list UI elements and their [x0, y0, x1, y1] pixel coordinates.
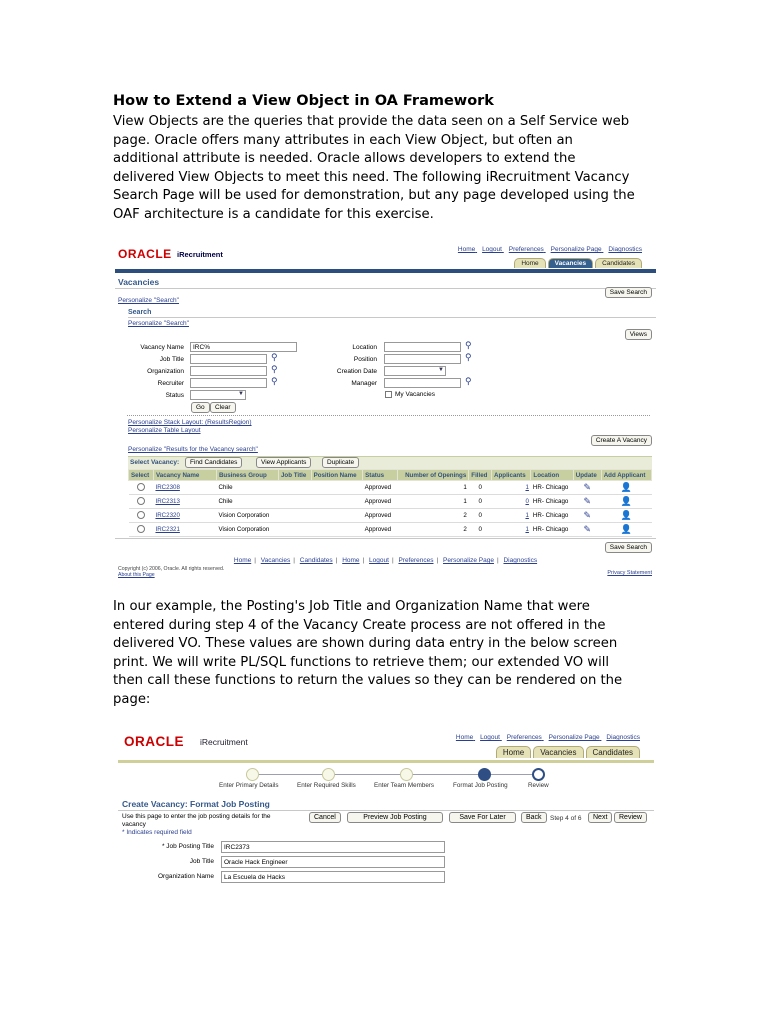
divider [128, 317, 656, 318]
organization-input[interactable] [190, 366, 267, 376]
global-link-diagnostics[interactable]: Diagnostics [608, 246, 642, 253]
table-header-row [129, 470, 652, 481]
table-row [129, 495, 652, 509]
tab-candidates[interactable]: Candidates [586, 746, 640, 758]
table-row [129, 481, 652, 495]
column-header[interactable]: Business Group [216, 470, 278, 481]
back-button[interactable]: Back [521, 812, 547, 823]
filled-cell: 0 [469, 523, 492, 537]
job-title-label: Job Title [159, 356, 184, 363]
global-link-preferences[interactable]: Preferences [508, 246, 544, 253]
openings-cell: 1 [398, 481, 469, 495]
add-person-icon[interactable]: 👤 [620, 524, 632, 534]
column-header: Status [363, 470, 398, 481]
openings-cell: 1 [398, 495, 469, 509]
view-applicants-button[interactable]: View Applicants [256, 457, 311, 468]
page-title: Vacancies [118, 277, 160, 287]
filled-cell: 0 [469, 495, 492, 509]
copyright: Copyright (c) 2006, Oracle. All rights reserved. [118, 566, 225, 572]
tab-vacancies[interactable]: Vacancies [548, 258, 593, 268]
global-links [451, 734, 640, 741]
explanation-line: page: [113, 691, 151, 707]
cancel-button[interactable]: Cancel [309, 812, 341, 823]
clear-button[interactable]: Clear [210, 402, 236, 413]
explanation-line: print. We will write PL/SQL functions to retrieve them; our extended VO will [113, 654, 610, 670]
preview-job-posting-button[interactable]: Preview Job Posting [347, 812, 443, 823]
add-person-icon[interactable]: 👤 [620, 496, 632, 506]
divider [115, 538, 656, 539]
vacancy-name-input[interactable]: IRC% [190, 342, 297, 352]
business-group-cell: Vision Corporation [216, 523, 278, 537]
filled-cell: 0 [469, 509, 492, 523]
global-link-logout[interactable]: Logout [482, 246, 502, 253]
vacancy-name-label: Vacancy Name [140, 344, 184, 351]
column-header: Location [531, 470, 573, 481]
intro-line: delivered View Objects to meet this need. The following iRecruitment Vacancy [113, 169, 630, 185]
vacancy-link[interactable]: IRC2320 [155, 512, 180, 519]
column-header: Filled [469, 470, 492, 481]
explanation-line: delivered VO. These values are shown during data entry in the below screen [113, 636, 618, 651]
tab-candidates[interactable]: Candidates [595, 258, 642, 268]
personalize-table-link[interactable]: Personalize Table Layout [128, 427, 201, 434]
footer-links: Home | Vacancies | Candidates | Home | Logout | Preferences | Personalize Page | Diagnostics [233, 557, 538, 564]
openings-cell: 2 [398, 509, 469, 523]
about-page-link[interactable]: About this Page [118, 572, 155, 578]
business-group-cell: Vision Corporation [216, 509, 278, 523]
train-label: Enter Required Skills [297, 782, 356, 789]
table-row [129, 509, 652, 523]
creation-date-select[interactable] [384, 366, 446, 376]
explanation-line: entered during step 4 of the Vacancy Create process are not offered in the [113, 617, 606, 633]
instructions: Use this page to enter the job posting details for the [122, 813, 271, 820]
footer-link-vacancies[interactable]: Vacancies [260, 557, 291, 564]
train-label: Format Job Posting [453, 782, 508, 789]
row-radio[interactable] [137, 525, 145, 533]
dotted-divider [127, 415, 650, 416]
tab-home[interactable]: Home [514, 258, 545, 268]
footer-link-diagnostics[interactable]: Diagnostics [503, 557, 538, 564]
app-name: iRecruitment [177, 250, 223, 259]
location-input[interactable] [384, 342, 461, 352]
privacy-statement-link[interactable]: Privacy Statement [607, 570, 652, 576]
create-vacancy-screenshot [118, 728, 654, 888]
manager-label: Manager [351, 380, 377, 387]
intro-line: Search Page will be used for demonstration, but any page developed using the [113, 188, 635, 203]
go-button[interactable]: Go [191, 402, 210, 413]
divider [118, 810, 654, 811]
global-link-home[interactable]: Home [457, 246, 476, 253]
train-label: Enter Primary Details [219, 782, 279, 789]
global-links [453, 246, 642, 253]
document-title: How to Extend a View Object in OA Framework [113, 93, 494, 109]
footer-link-personalize[interactable]: Personalize Page [443, 557, 494, 564]
header-band [118, 760, 654, 763]
intro-line: View Objects are the queries that provide the data seen on a Self Service web [113, 114, 630, 129]
location-cell: HR- Chicago [531, 509, 573, 523]
organization-label: Organization [147, 368, 184, 375]
train-step-review [532, 768, 545, 781]
status-select[interactable] [190, 390, 246, 400]
train-label: Review [528, 782, 549, 789]
train-step-format [478, 768, 491, 781]
row-radio[interactable] [137, 483, 145, 491]
explanation-line: then call these functions to return the values so they can be rendered on the [113, 673, 623, 688]
column-header[interactable]: Vacancy Name [153, 470, 216, 481]
recruiter-input[interactable] [190, 378, 267, 388]
column-header: Number of Openings [398, 470, 469, 481]
job-posting-title-label: * Job Posting Title [161, 843, 214, 850]
footer-link-preferences[interactable]: Preferences [398, 557, 434, 564]
location-cell: HR- Chicago [531, 495, 573, 509]
footer-link-home-2[interactable]: Home [342, 557, 360, 564]
business-group-cell: Chile [216, 481, 278, 495]
find-candidates-button[interactable]: Find Candidates [185, 457, 242, 468]
chevron-down-icon: ▼ [238, 391, 244, 397]
status-cell: Approved [363, 509, 398, 523]
step-indicator: Step 4 of 6 [550, 815, 582, 822]
global-link-personalize[interactable]: Personalize Page [548, 734, 600, 741]
column-header: Job Title [278, 470, 311, 481]
openings-cell: 2 [398, 523, 469, 537]
global-link-personalize[interactable]: Personalize Page [550, 246, 602, 253]
recruiter-label: Recruiter [157, 380, 184, 387]
position-input[interactable] [384, 354, 461, 364]
row-radio[interactable] [137, 497, 145, 505]
save-for-later-button[interactable]: Save For Later [449, 812, 516, 823]
explanation-line: In our example, the Posting's Job Title and Organization Name that were [113, 599, 590, 614]
location-cell: HR- Chicago [531, 481, 573, 495]
train-step-skills [322, 768, 335, 781]
location-label: Location [352, 344, 377, 351]
intro-line: additional attribute is needed. Oracle allows developers to extend the [113, 151, 576, 166]
save-search-button-bottom[interactable]: Save Search [605, 542, 652, 553]
applicants-link[interactable]: 1 [525, 526, 529, 533]
footer-link-logout[interactable]: Logout [369, 557, 389, 564]
create-vacancy-button[interactable]: Create A Vacancy [591, 435, 652, 446]
pencil-update-icon[interactable]: ✎ [583, 496, 592, 506]
tab-home[interactable]: Home [496, 746, 531, 758]
global-link-logout[interactable]: Logout [480, 734, 500, 741]
train-step-primary [246, 768, 259, 781]
flashlight-search-icon[interactable]: ⚲ [465, 340, 472, 350]
intro-line: OAF architecture is a candidate for this exercise. [113, 206, 434, 222]
column-header: Select [129, 470, 154, 481]
status-cell: Approved [363, 523, 398, 537]
business-group-cell: Chile [216, 495, 278, 509]
organization-name-label: Organization Name [158, 873, 214, 880]
vacancy-results-table [128, 469, 652, 537]
save-search-button[interactable]: Save Search [605, 287, 652, 298]
applicants-link[interactable]: 0 [525, 498, 529, 505]
status-cell: Approved [363, 481, 398, 495]
my-vacancies-checkbox[interactable] [385, 391, 392, 398]
job-title-input[interactable]: Oracle Hack Engineer [221, 856, 445, 868]
oracle-logo: ORACLE [118, 247, 172, 261]
oracle-logo: ORACLE [124, 734, 184, 749]
personalize-results-link[interactable]: Personalize "Results for the Vacancy search" [128, 446, 258, 453]
train-line [248, 774, 542, 775]
flashlight-search-icon[interactable]: ⚲ [271, 376, 278, 386]
select-vacancy-label: Select Vacancy: [130, 459, 180, 466]
duplicate-button[interactable]: Duplicate [322, 457, 359, 468]
app-name: iRecruitment [200, 737, 248, 747]
flashlight-search-icon[interactable]: ⚲ [465, 376, 472, 386]
global-link-home[interactable]: Home [455, 734, 474, 741]
column-header: Applicants [492, 470, 531, 481]
intro-paragraph [113, 113, 673, 224]
location-cell: HR- Chicago [531, 523, 573, 537]
flashlight-search-icon[interactable]: ⚲ [465, 352, 472, 362]
flashlight-search-icon[interactable]: ⚲ [271, 352, 278, 362]
tab-bar [514, 258, 642, 268]
my-vacancies-label: My Vacancies [395, 391, 435, 398]
pencil-update-icon[interactable]: ✎ [583, 510, 592, 520]
page-title: Create Vacancy: Format Job Posting [122, 799, 270, 809]
vacancy-search-screenshot [115, 240, 656, 580]
views-button[interactable]: Views [625, 329, 652, 340]
intro-line: page. Oracle offers many attributes in each View Object, but often an [113, 132, 573, 148]
pencil-update-icon[interactable]: ✎ [583, 482, 592, 492]
row-radio[interactable] [137, 511, 145, 519]
tab-bar [496, 746, 640, 758]
review-button[interactable]: Review [614, 812, 647, 823]
tab-vacancies[interactable]: Vacancies [533, 746, 583, 758]
column-header: Add Applicant [601, 470, 651, 481]
required-note: * Indicates required field [122, 829, 192, 836]
job-title-label: Job Title [189, 858, 214, 865]
train-step-team [400, 768, 413, 781]
column-header: Position Name [311, 470, 363, 481]
search-heading: Search [128, 309, 152, 316]
manager-input[interactable] [384, 378, 461, 388]
add-person-icon[interactable]: 👤 [620, 482, 632, 492]
divider [115, 288, 656, 289]
table-row [129, 523, 652, 537]
footer-link-candidates[interactable]: Candidates [299, 557, 333, 564]
vacancy-link[interactable]: IRC2321 [155, 526, 180, 533]
organization-name-input[interactable]: La Escuela de Hacks [221, 871, 445, 883]
column-header: Update [573, 470, 601, 481]
personalize-stack-link[interactable]: Personalize Stack Layout: (ResultsRegion) [128, 419, 252, 426]
chevron-down-icon: ▼ [438, 367, 444, 373]
status-label: Status [165, 392, 184, 399]
position-label: Position [353, 356, 377, 363]
explanation-paragraph [113, 598, 673, 709]
flashlight-search-icon[interactable]: ⚲ [271, 364, 278, 374]
global-link-diagnostics[interactable]: Diagnostics [606, 734, 640, 741]
personalize-search-link-inner[interactable]: Personalize "Search" [128, 320, 189, 327]
personalize-search-link[interactable]: Personalize "Search" [118, 297, 179, 304]
vacancy-link[interactable]: IRC2313 [155, 498, 180, 505]
global-link-preferences[interactable]: Preferences [506, 734, 542, 741]
filled-cell: 0 [469, 481, 492, 495]
footer-link-home[interactable]: Home [233, 557, 252, 564]
job-title-input[interactable] [190, 354, 267, 364]
train-label: Enter Team Members [374, 782, 435, 789]
vacancy-link[interactable]: IRC2308 [155, 484, 180, 491]
pencil-update-icon[interactable]: ✎ [583, 524, 592, 534]
next-button[interactable]: Next [588, 812, 612, 823]
creation-date-label: Creation Date [336, 368, 377, 375]
job-posting-title-input[interactable]: IRC2373 [221, 841, 445, 853]
add-person-icon[interactable]: 👤 [620, 510, 632, 520]
instructions: vacancy [122, 821, 146, 828]
applicants-link[interactable]: 1 [525, 512, 529, 519]
header-band [115, 269, 656, 273]
status-cell: Approved [363, 495, 398, 509]
applicants-link[interactable]: 1 [525, 484, 529, 491]
